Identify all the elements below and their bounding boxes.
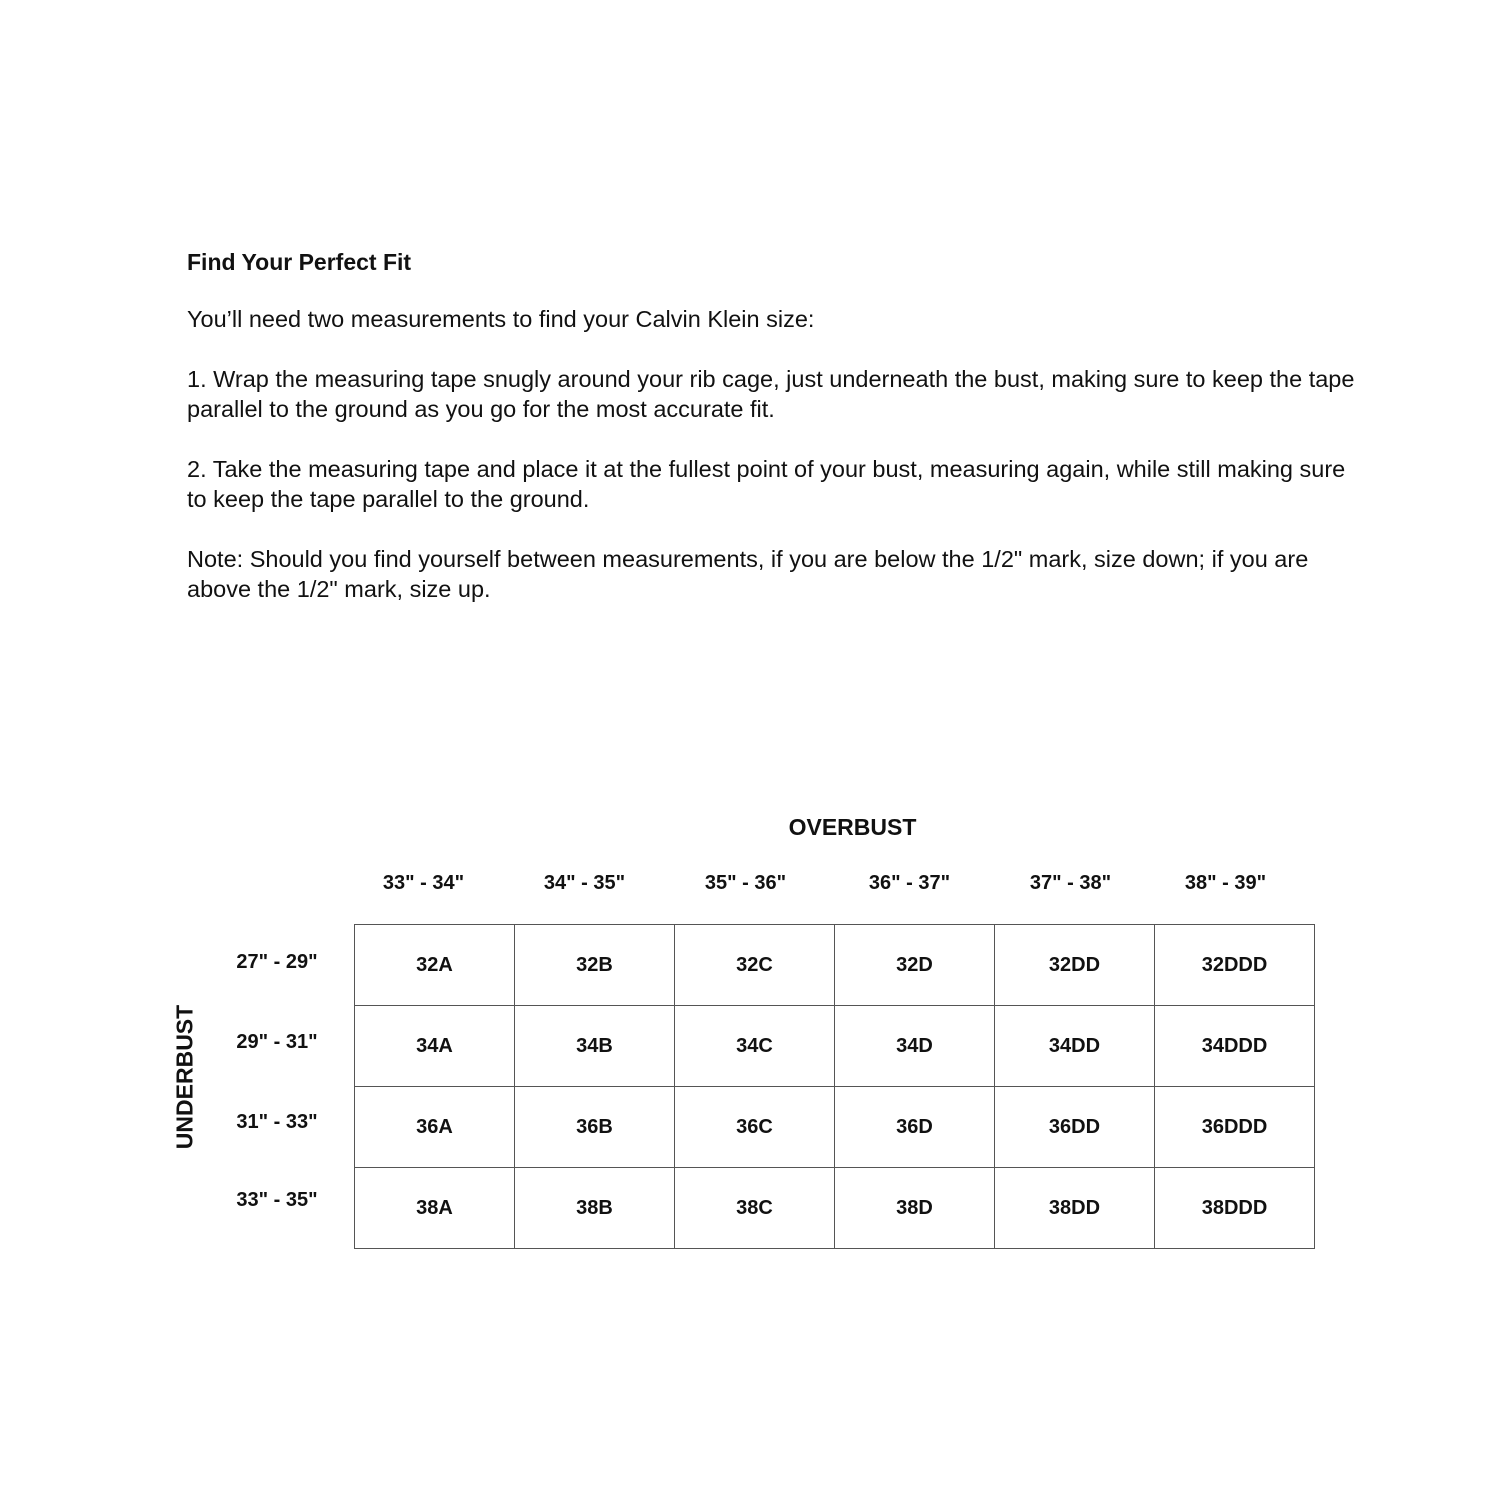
overbust-column-header: 37" - 38" [1029,872,1112,894]
size-cell: 36DD [995,1087,1155,1168]
size-cell: 36B [515,1087,675,1168]
size-cell: 38DD [995,1168,1155,1249]
size-cell: 36D [835,1087,995,1168]
overbust-column-header: 34" - 35" [543,872,626,894]
step-2-text: 2. Take the measuring tape and place it at the fullest point of your bust, measuring again, while still making sure to keep the tape parallel to the ground. [187,456,1346,512]
size-cell: 34DDD [1155,1006,1315,1087]
underbust-row-header: 27" - 29" [236,951,318,973]
size-cell: 38C [675,1168,835,1249]
overbust-column-header: 35" - 36" [704,872,787,894]
size-cell: 34B [515,1006,675,1087]
underbust-row-header: 29" - 31" [236,1031,318,1053]
size-cell: 36DDD [1155,1087,1315,1168]
size-cell: 34C [675,1006,835,1087]
table-row [355,925,1315,1006]
overbust-column-header: 36" - 37" [868,872,951,894]
intro-text: You’ll need two measurements to find your Calvin Klein size: [187,306,815,332]
table-row [355,1006,1315,1087]
size-cell: 38B [515,1168,675,1249]
fit-instructions [187,246,1367,634]
size-chart-table [354,924,1315,1249]
page-title: Find Your Perfect Fit [187,249,412,275]
size-cell: 36C [675,1087,835,1168]
size-cell: 32DDD [1155,925,1315,1006]
overbust-column-header: 38" - 39" [1184,872,1267,894]
size-cell: 36A [355,1087,515,1168]
underbust-row-header: 31" - 33" [236,1111,318,1133]
size-cell: 38DDD [1155,1168,1315,1249]
overbust-axis-label: OVERBUST [788,814,917,840]
size-cell: 32DD [995,925,1155,1006]
step-1-text: 1. Wrap the measuring tape snugly around your rib cage, just underneath the bust, making sure to keep the tape parallel to the ground as you go for the most accurate fit. [187,366,1355,422]
size-cell: 34A [355,1006,515,1087]
size-cell: 32A [355,925,515,1006]
overbust-column-header: 33" - 34" [382,872,465,894]
underbust-axis-label: UNDERBUST [171,1004,198,1150]
size-cell: 34D [835,1006,995,1087]
size-cell: 32C [675,925,835,1006]
size-cell: 34DD [995,1006,1155,1087]
underbust-row-header: 33" - 35" [236,1189,318,1211]
note-text: Note: Should you find yourself between measurements, if you are below the 1/2" mark, size down; if you are above the 1/2" mark, size up. [187,546,1309,602]
size-cell: 38D [835,1168,995,1249]
size-cell: 32D [835,925,995,1006]
table-row [355,1087,1315,1168]
size-cell: 38A [355,1168,515,1249]
size-cell: 32B [515,925,675,1006]
table-row [355,1168,1315,1249]
